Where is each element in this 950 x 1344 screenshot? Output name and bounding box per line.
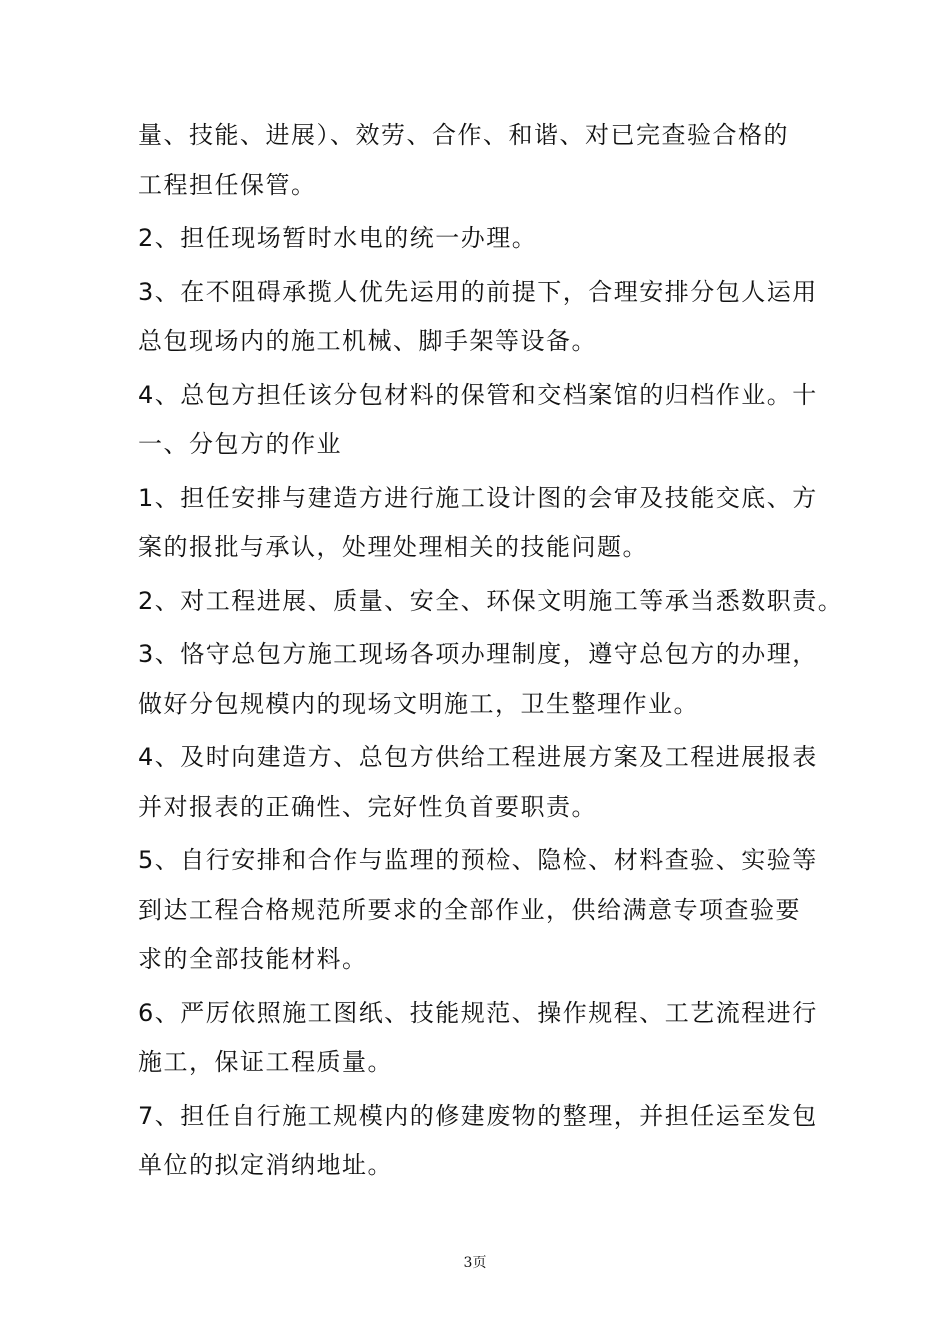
text-line: 7、担任自行施工规模内的修建废物的整理，并担任运至发包 (138, 1101, 818, 1130)
paragraph (138, 577, 844, 627)
page-number: 3页 (463, 1255, 487, 1271)
text-line: 工程担任保管。 (138, 170, 317, 199)
text-line: 求的全部技能材料。 (138, 945, 368, 973)
text-line: 并对报表的正确性、完好性负首要职责。 (138, 792, 597, 821)
text-line: 2、担任现场暂时水电的统一办理。 (138, 224, 538, 252)
text-line: 总包现场内的施工机械、脚手架等设备。 (138, 327, 597, 355)
text-line: 3、恪守总包方施工现场各项办理制度，遵守总包方的办理， (138, 640, 818, 668)
paragraph (138, 989, 838, 1088)
text-line: 一、分包方的作业 (138, 430, 342, 458)
text-line: 2、对工程进展、质量、安全、环保文明施工等承当悉数职责。 (138, 586, 844, 615)
paragraph (138, 214, 838, 264)
text-line: 5、自行安排和合作与监理的预检、隐检、材料查验、实验等 (138, 846, 818, 874)
paragraph (138, 371, 838, 470)
text-line: 到达工程合格规范所要求的全部作业，供给满意专项查验要 (138, 895, 801, 924)
text-line: 做好分包规模内的现场文明施工，卫生整理作业。 (138, 689, 699, 718)
text-line: 6、严厉依照施工图纸、技能规范、操作规程、工艺流程进行 (138, 998, 818, 1027)
text-line: 1、担任安排与建造方进行施工设计图的会审及技能交底、方 (138, 483, 818, 512)
text-line: 单位的拟定消纳地址。 (138, 1151, 393, 1179)
text-line: 3、在不阻碍承揽人优先运用的前提下，合理安排分包人运用 (138, 277, 818, 306)
paragraph (138, 474, 838, 573)
paragraph (138, 1092, 838, 1191)
paragraph (138, 733, 838, 832)
text-line: 案的报批与承认，处理处理相关的技能问题。 (138, 533, 648, 561)
paragraph (138, 836, 838, 985)
text-line: 4、总包方担任该分包材料的保管和交档案馆的归档作业。十 (138, 380, 818, 409)
document-body (138, 111, 844, 1195)
text-line: 量、技能、进展）、效劳、合作、和谐、对已完查验合格的 (138, 121, 789, 149)
text-line: 施工，保证工程质量。 (138, 1048, 393, 1076)
paragraph (138, 111, 838, 210)
paragraph (138, 630, 838, 729)
text-line: 4、及时向建造方、总包方供给工程进展方案及工程进展报表 (138, 743, 818, 771)
paragraph (138, 268, 838, 367)
